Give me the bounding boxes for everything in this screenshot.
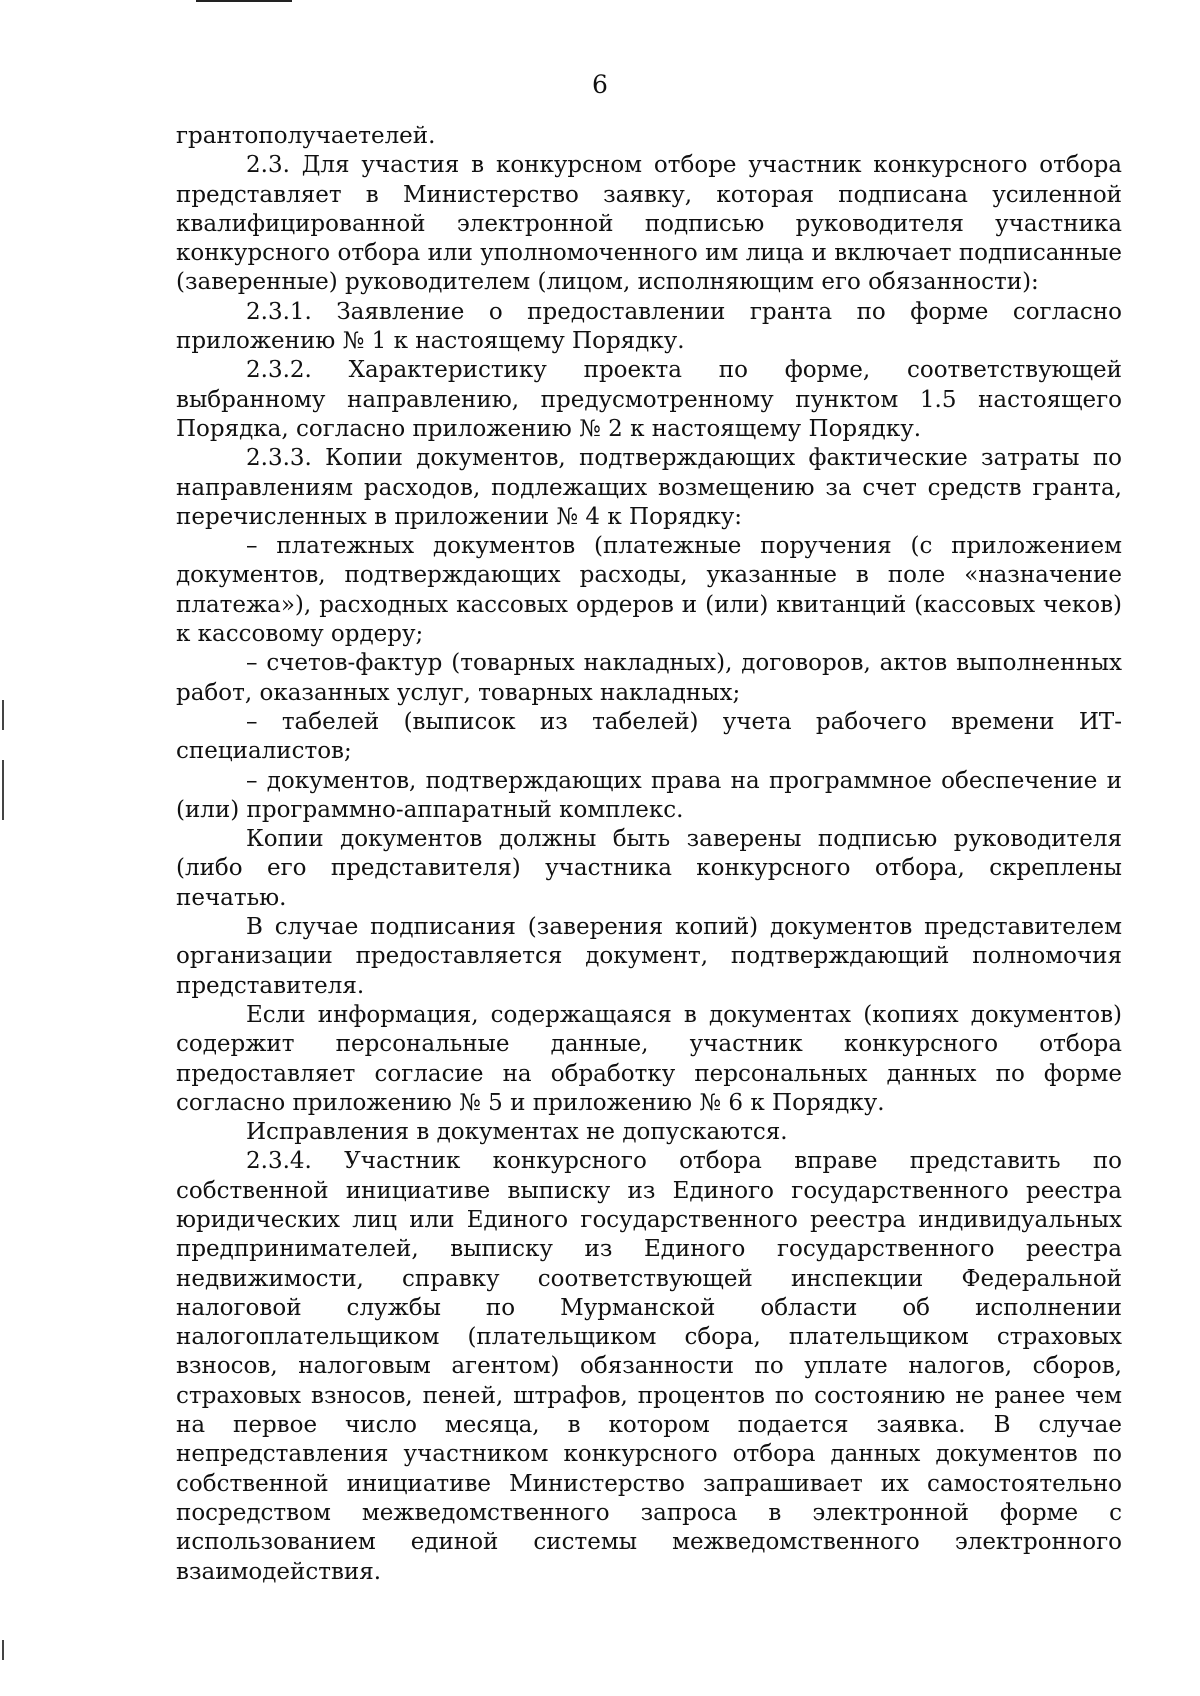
page-number: 6 — [592, 70, 608, 99]
scan-edge-mark — [2, 700, 4, 730]
scan-edge-mark — [2, 760, 4, 820]
document-body — [176, 122, 1122, 1587]
scan-edge-mark — [2, 1640, 4, 1660]
paragraph-copies-certified: Копии документов должны быть заверены подписью руководителя (либо его представителя) участника конкурсного отбора, скреплены печатью. — [176, 826, 1122, 911]
paragraph-2-3: 2.3. Для участия в конкурсном отборе участник конкурсного отбора представляет в Министерство заявку, которая подписана усиленной квалифицированной электронной подписью руководителя участника конкурсного отбора или уполномоченного им лица и включает подписанные (заверенные) руководителем (лицом, исполняющим его обязанности): — [176, 152, 1122, 296]
list-item-timesheets: – табелей (выписок из табелей) учета рабочего времени ИТ-специалистов; — [176, 708, 1122, 765]
list-item-invoices: – счетов-фактур (товарных накладных), договоров, актов выполненных работ, оказанных услуг, товарных накладных; — [176, 650, 1122, 706]
paragraph-continuation: грантополучаетелей. — [176, 123, 436, 149]
list-item-software-rights: – документов, подтверждающих права на программное обеспечение и (или) программно-аппаратный комплекс. — [176, 767, 1122, 823]
list-item-payment-documents: – платежных документов (платежные поручения (с приложением документов, подтверждающих расходы, указанные в поле «назначение платежа»), расходных кассовых ордеров и (или) квитанций (кассовых чеков) к кассовому ордеру; — [176, 533, 1122, 648]
paragraph-2-3-3: 2.3.3. Копии документов, подтверждающих фактические затраты по направлениям расходов, подлежащих возмещению за счет средств гранта, перечисленных в приложении № 4 к Порядку: — [176, 445, 1122, 530]
paragraph-2-3-1: 2.3.1. Заявление о предоставлении гранта по форме согласно приложению № 1 к настоящему Порядку. — [176, 298, 1122, 355]
paragraph-no-corrections: Исправления в документах не допускаются. — [246, 1119, 788, 1146]
paragraph-personal-data: Если информация, содержащаяся в документах (копиях документов) содержит персональные данные, участник конкурсного отбора предоставляет согласие на обработку персональных данных по форме согласно приложению № 5 и приложению № 6 к Порядку. — [176, 1001, 1122, 1116]
paragraph-2-3-4: 2.3.4. Участник конкурсного отбора вправе представить по собственной инициативе выписку из Единого государственного реестра юридических лиц или Единого государственного реестра индивидуальных предпринимателей, выписку из Единого государственного реестра недвижимости, справку соответствующей инспекции Федеральной налоговой службы по Мурманской области об исполнении налогоплательщиком (плательщиком сбора, плательщиком страховых взносов, налоговым агентом) обязанности по уплате налогов, сборов, страховых взносов, пеней, штрафов, процентов по состоянию не ранее чем на первое число месяца, в котором подается заявка. В случае непредставления участником конкурсного отбора данных документов по собственной инициативе Министерство запрашивает их самостоятельно посредством межведомственного запроса в электронной форме с использованием единой системы межведомственного электронного взаимодействия. — [176, 1148, 1122, 1585]
paragraph-2-3-2: 2.3.2. Характеристику проекта по форме, соответствующей выбранному направлению, предусмотренному пунктом 1.5 настоящего Порядка, согласно приложению № 2 к настоящему Порядку. — [176, 357, 1122, 442]
scan-edge-mark — [196, 0, 292, 2]
paragraph-representative: В случае подписания (заверения копий) документов представителем организации предоставляется документ, подтверждающий полномочия представителя. — [176, 914, 1122, 999]
